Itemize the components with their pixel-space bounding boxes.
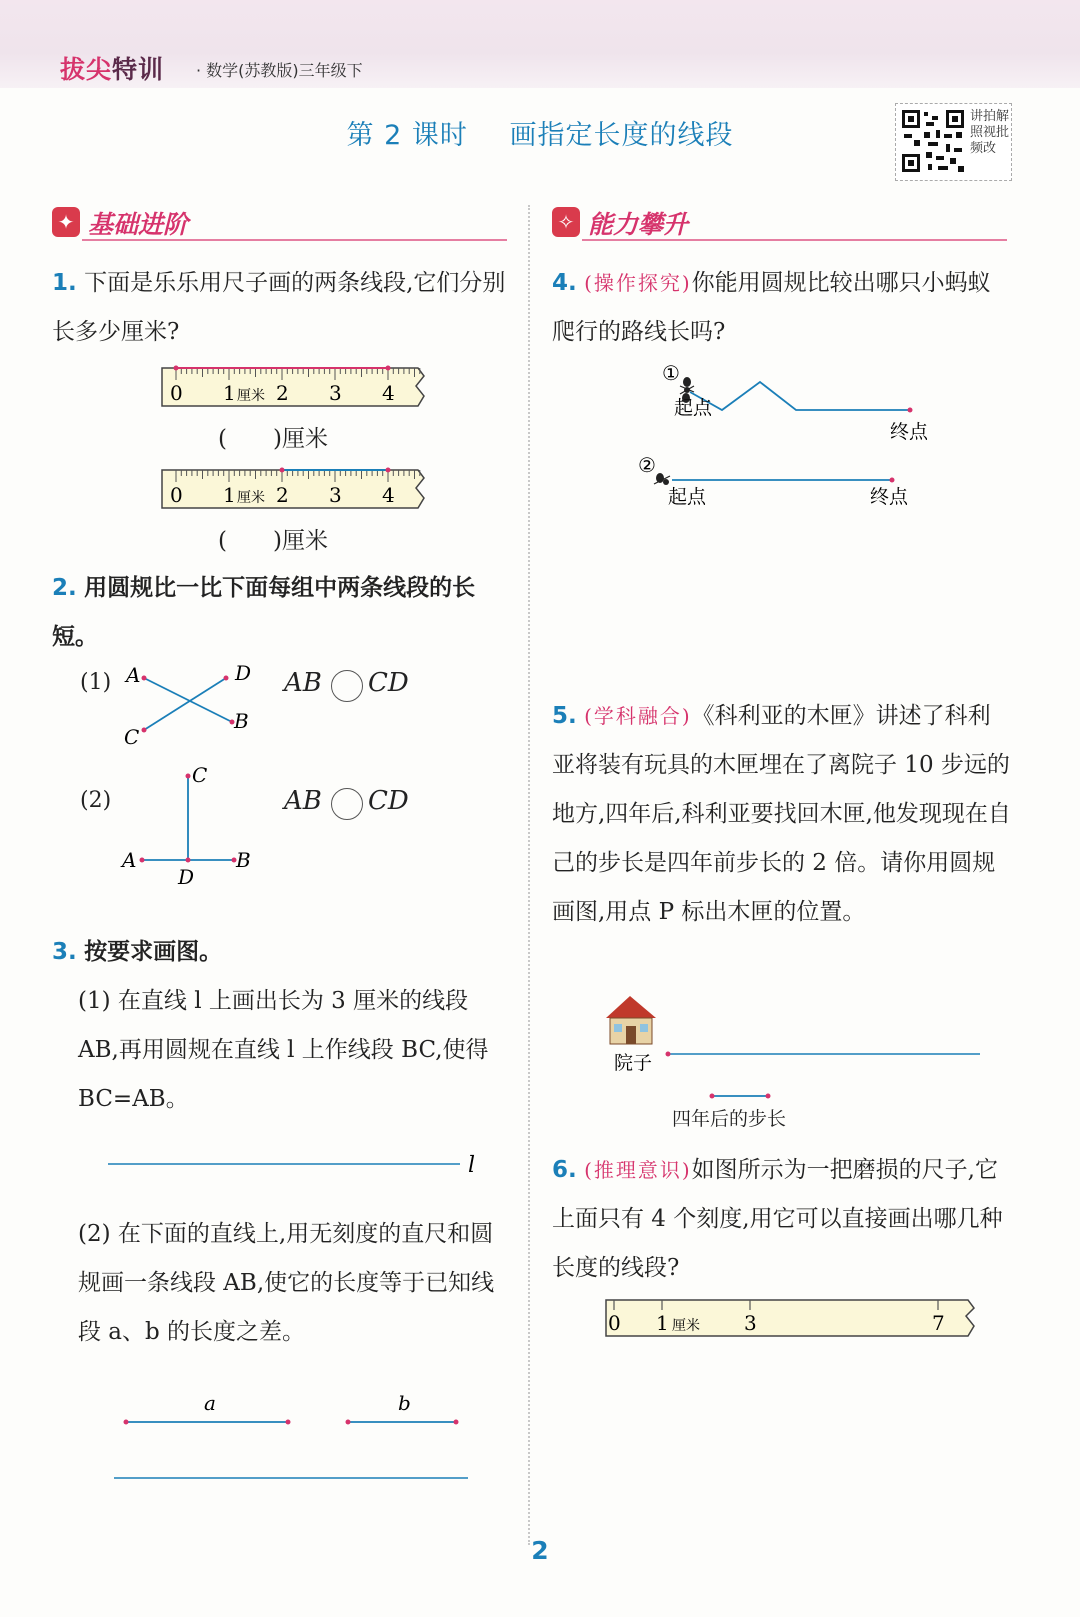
q1-answer-1[interactable]: ( )厘米 [218,426,328,452]
question-3: 3. 按要求画图。 [52,939,223,965]
q6-text: 如图所示为一把磨损的尺子,它上面只有 4 个刻度,用它可以直接画出哪几种长度的线段? [552,1157,1003,1281]
ant-icon [654,473,670,485]
question-2: 2. 用圆规比一比下面每组中两条线段的长短。 [52,575,476,650]
q4-text: 你能用圆规比较出哪只小蚂蚁爬行的路线长吗? [552,270,991,345]
house-icon [606,996,656,1044]
page-number: 2 [531,1536,549,1565]
question-1: 1. 下面是乐乐用尺子画的两条线段,它们分别长多少厘米? [52,270,506,345]
label-B: B [234,709,249,733]
q6-tag: (推理意识) [584,1158,692,1182]
yard-label: 院子 [614,1052,653,1074]
worn-ruler [600,1296,990,1346]
tick-label: 2 [276,483,289,507]
route-2-label: ② [638,453,656,477]
tick-label: 0 [170,381,183,405]
section-title-basic: 基础进阶 [88,210,189,239]
tick-label: 0 [608,1311,621,1335]
segment-label-b: b [398,1391,411,1415]
q2-figures [120,662,420,902]
tick-label: 4 [382,381,395,405]
tick-label: 1 [223,381,236,405]
section-header-advanced [552,205,1007,245]
section-header-basic [52,205,507,245]
q5-tag: (学科融合) [584,704,692,728]
label-D: D [235,661,252,685]
step-label: 四年后的步长 [672,1108,787,1130]
route-1-label: ① [662,361,680,385]
qr-code-icon [900,108,966,174]
q4-tag: (操作探究) [584,271,692,295]
tick-label: 2 [276,381,289,405]
tick-label: 1 [656,1311,669,1335]
q1-text: 下面是乐乐用尺子画的两条线段,它们分别长多少厘米? [52,270,506,345]
q5-text: 《科利亚的木匣》讲述了科利亚将装有玩具的木匣埋在了离院子 10 步远的地方,四年后,科利亚要找回木匣,他发现现在自己的步长是四年前步长的 2 倍。请你用圆规画图,用点 P 标出木匣的位置。 [552,703,1011,925]
q1-answer-2[interactable]: ( )厘米 [218,528,328,554]
label-C: C [124,725,140,749]
q2-text: 用圆规比一比下面每组中两条线段的长短。 [52,575,476,650]
label-A2: A [122,848,137,872]
section-underline [582,239,1007,241]
climber-icon: ✧ [552,207,580,237]
compare-1-left: AB [284,668,322,698]
tick-label: 3 [329,483,342,507]
q2-part-1: (1) [80,670,112,695]
tick-label: 1 [223,483,236,507]
column-divider [528,205,530,1545]
route-2-start: 起点 [668,486,707,508]
label-C2: C [192,763,208,787]
question-5: 5. (学科融合)《科利亚的木匣》讲述了科利亚将装有玩具的木匣埋在了离院子 10 步远的地方,四年后,科利亚要找回木匣,他发现现在自己的步长是四年前步长的 2 倍。请你用圆规画图,用点 P 标出木匣的位置。 [552,703,1011,925]
qr-code-box[interactable] [895,103,1012,181]
route-1-start: 起点 [674,397,713,419]
q4-routes [638,360,950,530]
tick-label: 3 [329,381,342,405]
question-6: 6. (推理意识)如图所示为一把磨损的尺子,它上面只有 4 个刻度,用它可以直接画出哪几种长度的线段? [552,1157,1003,1281]
route-1-end: 终点 [890,421,929,443]
tick-label: 4 [382,483,395,507]
compare-circle-2[interactable] [331,788,363,820]
qr-caption: 讲拍解照视批频改 [970,109,1010,156]
compare-2-left: AB [284,786,322,816]
compare-circle-1[interactable] [331,670,363,702]
q3-part-1: (1) 在直线 l 上画出长为 3 厘米的线段 AB,再用圆规在直线 l 上作线段 BC,使得 BC=AB。 [78,988,489,1112]
runner-icon: ✦ [52,207,80,237]
tick-label: 0 [170,483,183,507]
unit-label: 厘米 [237,388,265,404]
subject-label: · 数学(苏教版)三年级下 [196,61,363,80]
compare-2-right: CD [368,786,409,816]
line-label-l: l [468,1153,476,1178]
brand-logo: 拔尖特训 [60,55,165,84]
lesson-name: 画指定长度的线段 [509,120,734,151]
unit-label: 厘米 [672,1318,700,1334]
q3-segments [110,1390,490,1490]
q3-part-2: (2) 在下面的直线上,用无刻度的直尺和圆规画一条线段 AB,使它的长度等于已知线段 a、b 的长度之差。 [78,1221,495,1345]
question-4: 4. (操作探究)你能用圆规比较出哪只小蚂蚁爬行的路线长吗? [552,270,991,345]
compare-1-right: CD [368,668,409,698]
label-D2: D [178,865,195,889]
tick-label: 3 [744,1311,757,1335]
q3-text: 按要求画图。 [84,939,223,965]
section-underline [82,239,507,241]
route-2-end: 终点 [870,486,909,508]
tick-label: 7 [932,1311,945,1335]
q2-part-2: (2) [80,788,112,813]
label-B2: B [236,848,251,872]
segment-label-a: a [204,1391,216,1415]
q5-figure [600,990,1000,1120]
lesson-number: 第 2 课时 [346,120,468,151]
section-title-advanced: 能力攀升 [588,210,689,239]
q3-line-l[interactable] [100,1150,490,1180]
unit-label: 厘米 [237,490,265,506]
label-A: A [126,663,141,687]
